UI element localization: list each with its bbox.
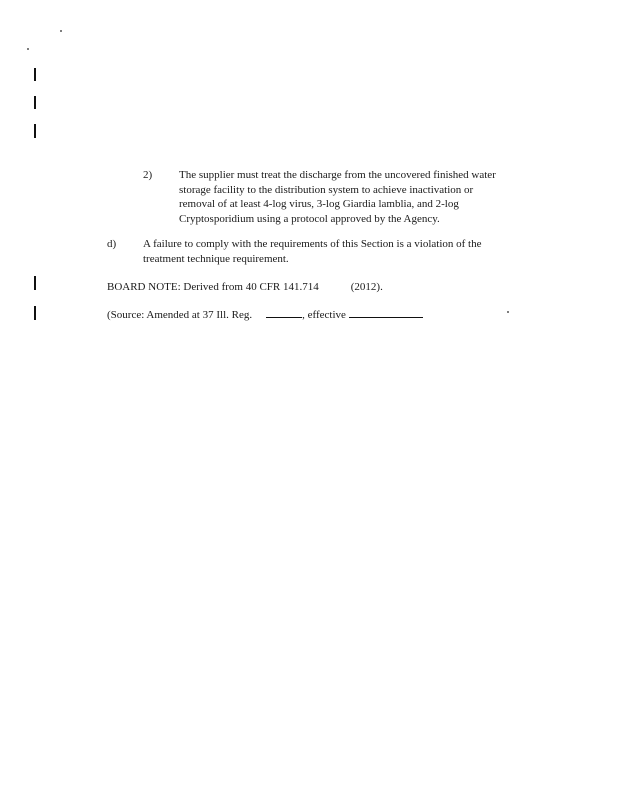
item-2-paragraph	[179, 168, 496, 226]
item-d-line: A failure to comply with the requirements of this Section is a violation of the	[143, 238, 482, 250]
change-bar	[34, 68, 36, 81]
item-2-line: removal of at least 4-log virus, 3-log Giardia lamblia, and 2-log	[179, 198, 459, 210]
register-page-blank	[266, 307, 302, 318]
change-bar	[34, 96, 36, 109]
item-2-line: The supplier must treat the discharge from the uncovered finished water	[179, 169, 496, 181]
effective-date-blank	[349, 307, 423, 318]
item-d-paragraph	[143, 237, 482, 266]
scan-speck	[507, 311, 509, 313]
change-bar	[34, 306, 36, 320]
item-d-number: d)	[107, 238, 117, 250]
board-note-prefix: BOARD NOTE: Derived from 40 CFR 141.714	[107, 281, 319, 293]
source-prefix: (Source: Amended at 37 Ill. Reg.	[107, 309, 253, 321]
item-d-line: treatment technique requirement.	[143, 252, 289, 265]
board-note	[107, 280, 383, 294]
item-2-line: storage facility to the distribution system to achieve inactivation or	[179, 183, 474, 196]
board-note-suffix: (2012).	[350, 281, 383, 293]
source-line	[107, 307, 423, 322]
change-bar	[34, 124, 36, 138]
scan-speck	[60, 30, 62, 32]
change-bar	[34, 276, 36, 290]
item-2-number: 2)	[143, 169, 153, 181]
item-2-line: Cryptosporidium using a protocol approved by the Agency.	[179, 212, 440, 225]
source-middle: , effective	[302, 309, 346, 321]
scan-speck	[27, 48, 29, 50]
